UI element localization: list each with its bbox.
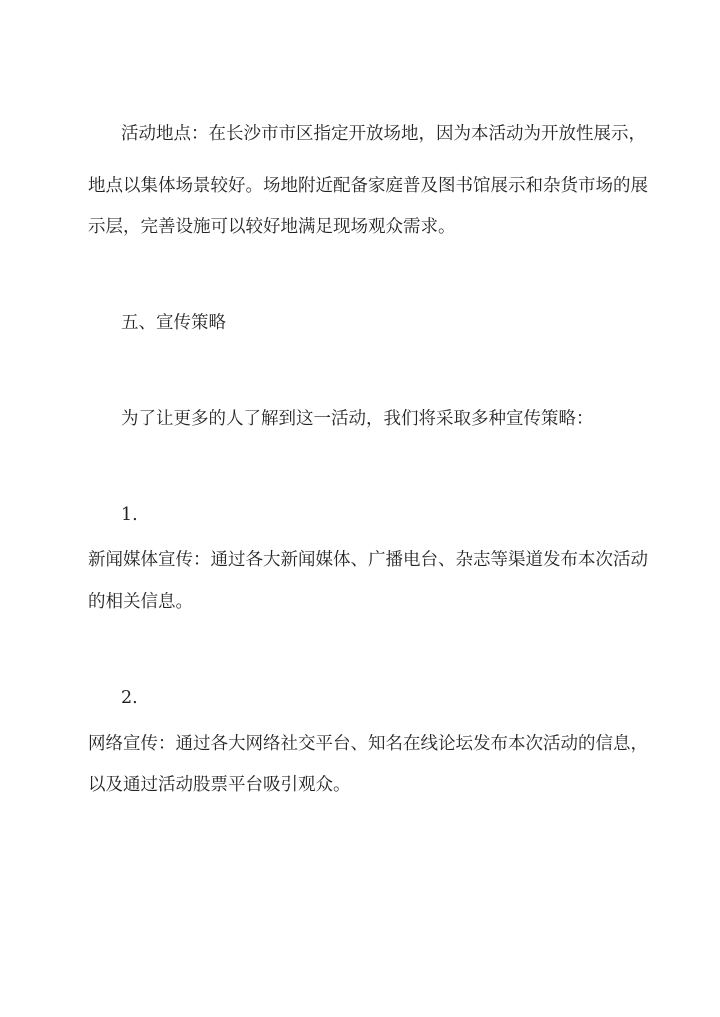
paragraph-location-line-1: 活动地点：在长沙市市区指定开放场地，因为本活动为开放性展示， <box>121 124 646 144</box>
list-item-2-number: 2. <box>121 688 138 708</box>
list-item-1-line-1: 新闻媒体宣传：通过各大新闻媒体、广播电台、杂志等渠道发布本次活动 <box>88 550 648 570</box>
section-heading: 五、宣传策略 <box>121 313 226 333</box>
intro-paragraph: 为了让更多的人了解到这一活动，我们将采取多种宣传策略： <box>121 409 594 429</box>
paragraph-location-line-3: 示层，完善设施可以较好地满足现场观众需求。 <box>88 217 456 237</box>
list-item-1-line-2: 的相关信息。 <box>88 592 193 612</box>
list-item-1-number: 1. <box>121 505 138 525</box>
paragraph-location-line-2: 地点以集体场景较好。场地附近配备家庭普及图书馆展示和杂货市场的展 <box>88 176 648 196</box>
list-item-2-line-1: 网络宣传：通过各大网络社交平台、知名在线论坛发布本次活动的信息， <box>88 734 648 754</box>
list-item-2-line-2: 以及通过活动股票平台吸引观众。 <box>88 775 351 795</box>
